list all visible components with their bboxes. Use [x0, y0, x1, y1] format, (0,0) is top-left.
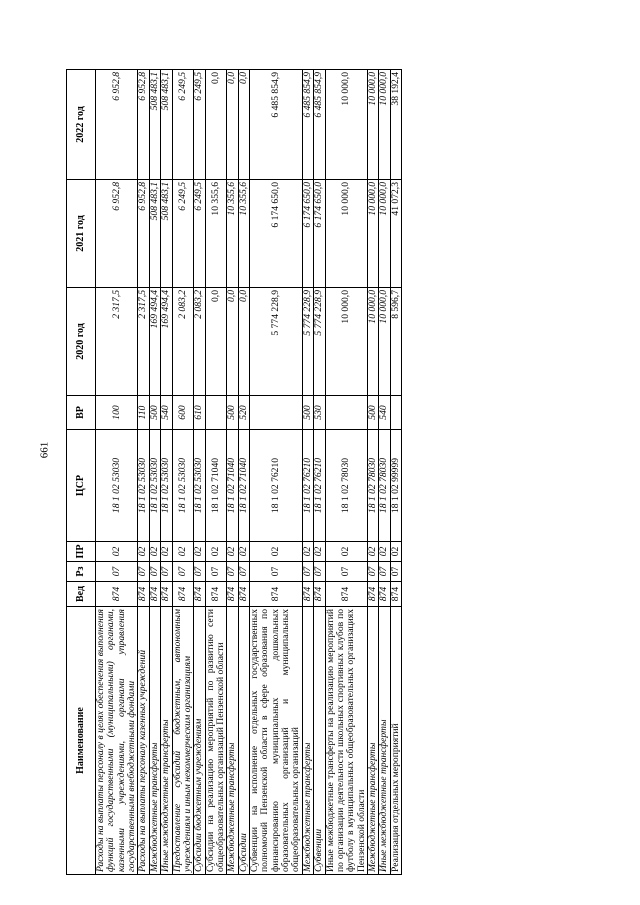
cell-csr: 18 1 02 71040	[227, 430, 238, 542]
table-row	[379, 70, 390, 875]
cell-csr: 18 1 02 53030	[172, 430, 194, 542]
cell-y2022: 6 485 854,9	[250, 70, 303, 180]
cell-y2021: 6 174 650,0	[314, 180, 325, 288]
table-row	[302, 70, 313, 875]
cell-rz: 07	[250, 562, 303, 582]
cell-name: Иные межбюджетные трансферты	[161, 607, 172, 875]
cell-vr: 110	[138, 396, 149, 430]
table-row	[161, 70, 172, 875]
cell-y2022: 6 485 854,9	[314, 70, 325, 180]
cell-csr: 18 1 02 53030	[96, 430, 138, 542]
cell-vr: 610	[194, 396, 205, 430]
cell-rz: 07	[325, 562, 367, 582]
cell-y2022: 10 000,0	[325, 70, 367, 180]
cell-ved: 874	[325, 582, 367, 607]
cell-y2021: 508 483,1	[149, 180, 160, 288]
cell-y2022: 0,0	[205, 70, 227, 180]
cell-vr: 500	[367, 396, 378, 430]
cell-pr: 02	[149, 542, 160, 562]
cell-y2020: 10 000,0	[379, 288, 390, 396]
col-header-ved: Вед	[67, 582, 96, 607]
cell-y2020: 5 774 228,9	[314, 288, 325, 396]
cell-rz: 07	[390, 562, 401, 582]
cell-ved: 874	[302, 582, 313, 607]
cell-rz: 07	[379, 562, 390, 582]
cell-ved: 874	[194, 582, 205, 607]
cell-name: Субвенции на исполнение отдельных государственных полномочий Пензенской области в сфере образования по финансированию муниципальных дошкольных образовательных организаций и муниципальных общеобразовательных организаций	[250, 607, 303, 875]
cell-y2021: 10 355,6	[205, 180, 227, 288]
cell-csr: 18 1 02 76210	[302, 430, 313, 542]
cell-ved: 874	[314, 582, 325, 607]
cell-ved: 874	[161, 582, 172, 607]
cell-ved: 874	[250, 582, 303, 607]
cell-pr: 02	[314, 542, 325, 562]
cell-ved: 874	[138, 582, 149, 607]
cell-ved: 874	[149, 582, 160, 607]
cell-y2020: 8 596,7	[390, 288, 401, 396]
cell-y2021: 6 249,5	[172, 180, 194, 288]
cell-y2021: 6 174 650,0	[302, 180, 313, 288]
cell-y2022: 38 192,4	[390, 70, 401, 180]
cell-y2022: 6 249,5	[172, 70, 194, 180]
cell-rz: 07	[314, 562, 325, 582]
cell-vr	[205, 396, 227, 430]
cell-rz: 07	[238, 562, 249, 582]
cell-csr: 18 1 02 53030	[161, 430, 172, 542]
table-row	[205, 70, 227, 875]
col-header-pr: ПР	[67, 542, 96, 562]
cell-y2021: 6 249,5	[194, 180, 205, 288]
cell-csr: 18 1 02 78030	[379, 430, 390, 542]
table-row	[194, 70, 205, 875]
cell-name: Расходы на выплаты персоналу казенных учреждений	[138, 607, 149, 875]
cell-y2020: 5 774 228,9	[250, 288, 303, 396]
cell-rz: 07	[149, 562, 160, 582]
cell-y2022: 10 000,0	[379, 70, 390, 180]
table-row	[314, 70, 325, 875]
cell-rz: 07	[367, 562, 378, 582]
cell-y2020: 169 494,4	[149, 288, 160, 396]
cell-vr: 540	[379, 396, 390, 430]
cell-csr: 18 1 02 71040	[205, 430, 227, 542]
cell-y2022: 6 485 854,9	[302, 70, 313, 180]
col-header-2022: 2022 год	[67, 70, 96, 180]
col-header-vr: ВР	[67, 396, 96, 430]
table-row	[96, 70, 138, 875]
cell-y2021: 6 952,8	[138, 180, 149, 288]
cell-y2020: 5 774 228,9	[302, 288, 313, 396]
col-header-name: Наименование	[67, 607, 96, 875]
cell-csr: 18 1 02 78030	[367, 430, 378, 542]
cell-ved: 874	[227, 582, 238, 607]
cell-name: Межбюджетные трансферты	[149, 607, 160, 875]
cell-name: Предоставление субсидий бюджетным, автономным учреждениям и иным некоммерческим организациям	[172, 607, 194, 875]
table-row	[390, 70, 401, 875]
col-header-csr: ЦСР	[67, 430, 96, 542]
col-header-2021: 2021 год	[67, 180, 96, 288]
cell-name: Субсидии бюджетным учреждениям	[194, 607, 205, 875]
cell-y2021: 10 355,6	[238, 180, 249, 288]
cell-name: Иные межбюджетные трансферты на реализацию мероприятий по организации деятельности школьных спортивных клубов по футболу в муниципальных общеобразовательных организациях Пензенской области	[325, 607, 367, 875]
cell-csr: 18 1 02 78030	[325, 430, 367, 542]
cell-y2021: 10 355,6	[227, 180, 238, 288]
table-row	[325, 70, 367, 875]
cell-pr: 02	[302, 542, 313, 562]
cell-ved: 874	[205, 582, 227, 607]
cell-pr: 02	[161, 542, 172, 562]
cell-rz: 07	[161, 562, 172, 582]
cell-csr: 18 1 02 53030	[194, 430, 205, 542]
cell-y2020: 0,0	[238, 288, 249, 396]
cell-y2022: 0,0	[227, 70, 238, 180]
table-row	[149, 70, 160, 875]
cell-rz: 07	[194, 562, 205, 582]
cell-vr	[250, 396, 303, 430]
cell-pr: 02	[205, 542, 227, 562]
cell-pr: 02	[250, 542, 303, 562]
cell-pr: 02	[172, 542, 194, 562]
cell-ved: 874	[96, 582, 138, 607]
cell-name: Межбюджетные трансферты	[227, 607, 238, 875]
cell-vr	[325, 396, 367, 430]
cell-y2020: 2 083,2	[194, 288, 205, 396]
cell-rz: 07	[138, 562, 149, 582]
table-row	[250, 70, 303, 875]
col-header-2020: 2020 год	[67, 288, 96, 396]
cell-vr: 500	[227, 396, 238, 430]
cell-vr: 530	[314, 396, 325, 430]
cell-pr: 02	[138, 542, 149, 562]
cell-vr: 600	[172, 396, 194, 430]
cell-y2020: 2 317,5	[96, 288, 138, 396]
cell-y2022: 508 483,1	[161, 70, 172, 180]
cell-y2020: 0,0	[227, 288, 238, 396]
table-row	[367, 70, 378, 875]
cell-y2022: 6 952,8	[138, 70, 149, 180]
cell-y2020: 10 000,0	[367, 288, 378, 396]
cell-y2020: 2 083,2	[172, 288, 194, 396]
cell-pr: 02	[194, 542, 205, 562]
cell-y2020: 0,0	[205, 288, 227, 396]
cell-y2021: 10 000,0	[379, 180, 390, 288]
cell-rz: 07	[172, 562, 194, 582]
table-row	[172, 70, 194, 875]
table-row	[238, 70, 249, 875]
page-number: 661	[38, 441, 51, 459]
cell-rz: 07	[205, 562, 227, 582]
cell-y2021: 508 483,1	[161, 180, 172, 288]
cell-vr: 540	[161, 396, 172, 430]
col-header-rz: Рз	[67, 562, 96, 582]
cell-pr: 02	[227, 542, 238, 562]
cell-y2021: 41 072,3	[390, 180, 401, 288]
cell-y2021: 10 000,0	[325, 180, 367, 288]
cell-y2020: 10 000,0	[325, 288, 367, 396]
table-header	[67, 70, 96, 875]
cell-pr: 02	[390, 542, 401, 562]
cell-pr: 02	[367, 542, 378, 562]
cell-y2021: 6 174 650,0	[250, 180, 303, 288]
cell-vr: 500	[149, 396, 160, 430]
document-page	[66, 70, 519, 875]
cell-pr: 02	[238, 542, 249, 562]
cell-vr	[390, 396, 401, 430]
cell-y2022: 508 483,1	[149, 70, 160, 180]
cell-name: Субсидии	[238, 607, 249, 875]
cell-name: Расходы на выплаты персоналу в целях обеспечения выполнения функций государственными (муниципальными) органами, казенными учреждениями, органами управления государственными внебюджетными фондами	[96, 607, 138, 875]
table-row	[138, 70, 149, 875]
budget-table	[66, 69, 402, 875]
table-row	[227, 70, 238, 875]
cell-vr: 520	[238, 396, 249, 430]
cell-ved: 874	[379, 582, 390, 607]
cell-csr: 18 1 02 99999	[390, 430, 401, 542]
cell-name: Межбюджетные трансферты	[302, 607, 313, 875]
cell-ved: 874	[238, 582, 249, 607]
cell-y2020: 2 317,5	[138, 288, 149, 396]
cell-name: Реализация отдельных мероприятий	[390, 607, 401, 875]
cell-ved: 874	[367, 582, 378, 607]
cell-vr: 500	[302, 396, 313, 430]
cell-ved: 874	[390, 582, 401, 607]
cell-pr: 02	[96, 542, 138, 562]
cell-y2022: 0,0	[238, 70, 249, 180]
cell-rz: 07	[96, 562, 138, 582]
cell-csr: 18 1 02 53030	[149, 430, 160, 542]
cell-name: Субсидии на реализацию мероприятий по развитию сети общеобразовательных организаций Пензенской области	[205, 607, 227, 875]
cell-csr: 18 1 02 76210	[250, 430, 303, 542]
cell-y2020: 169 494,4	[161, 288, 172, 396]
cell-y2021: 10 000,0	[367, 180, 378, 288]
cell-vr: 100	[96, 396, 138, 430]
cell-ved: 874	[172, 582, 194, 607]
cell-y2022: 10 000,0	[367, 70, 378, 180]
cell-name: Иные межбюджетные трансферты	[379, 607, 390, 875]
cell-rz: 07	[302, 562, 313, 582]
cell-y2021: 6 952,8	[96, 180, 138, 288]
cell-y2022: 6 249,5	[194, 70, 205, 180]
cell-csr: 18 1 02 53030	[138, 430, 149, 542]
cell-pr: 02	[379, 542, 390, 562]
cell-name: Межбюджетные трансферты	[367, 607, 378, 875]
cell-y2022: 6 952,8	[96, 70, 138, 180]
cell-csr: 18 1 02 76210	[314, 430, 325, 542]
cell-name: Субвенции	[314, 607, 325, 875]
cell-rz: 07	[227, 562, 238, 582]
cell-csr: 18 1 02 71040	[238, 430, 249, 542]
cell-pr: 02	[325, 542, 367, 562]
